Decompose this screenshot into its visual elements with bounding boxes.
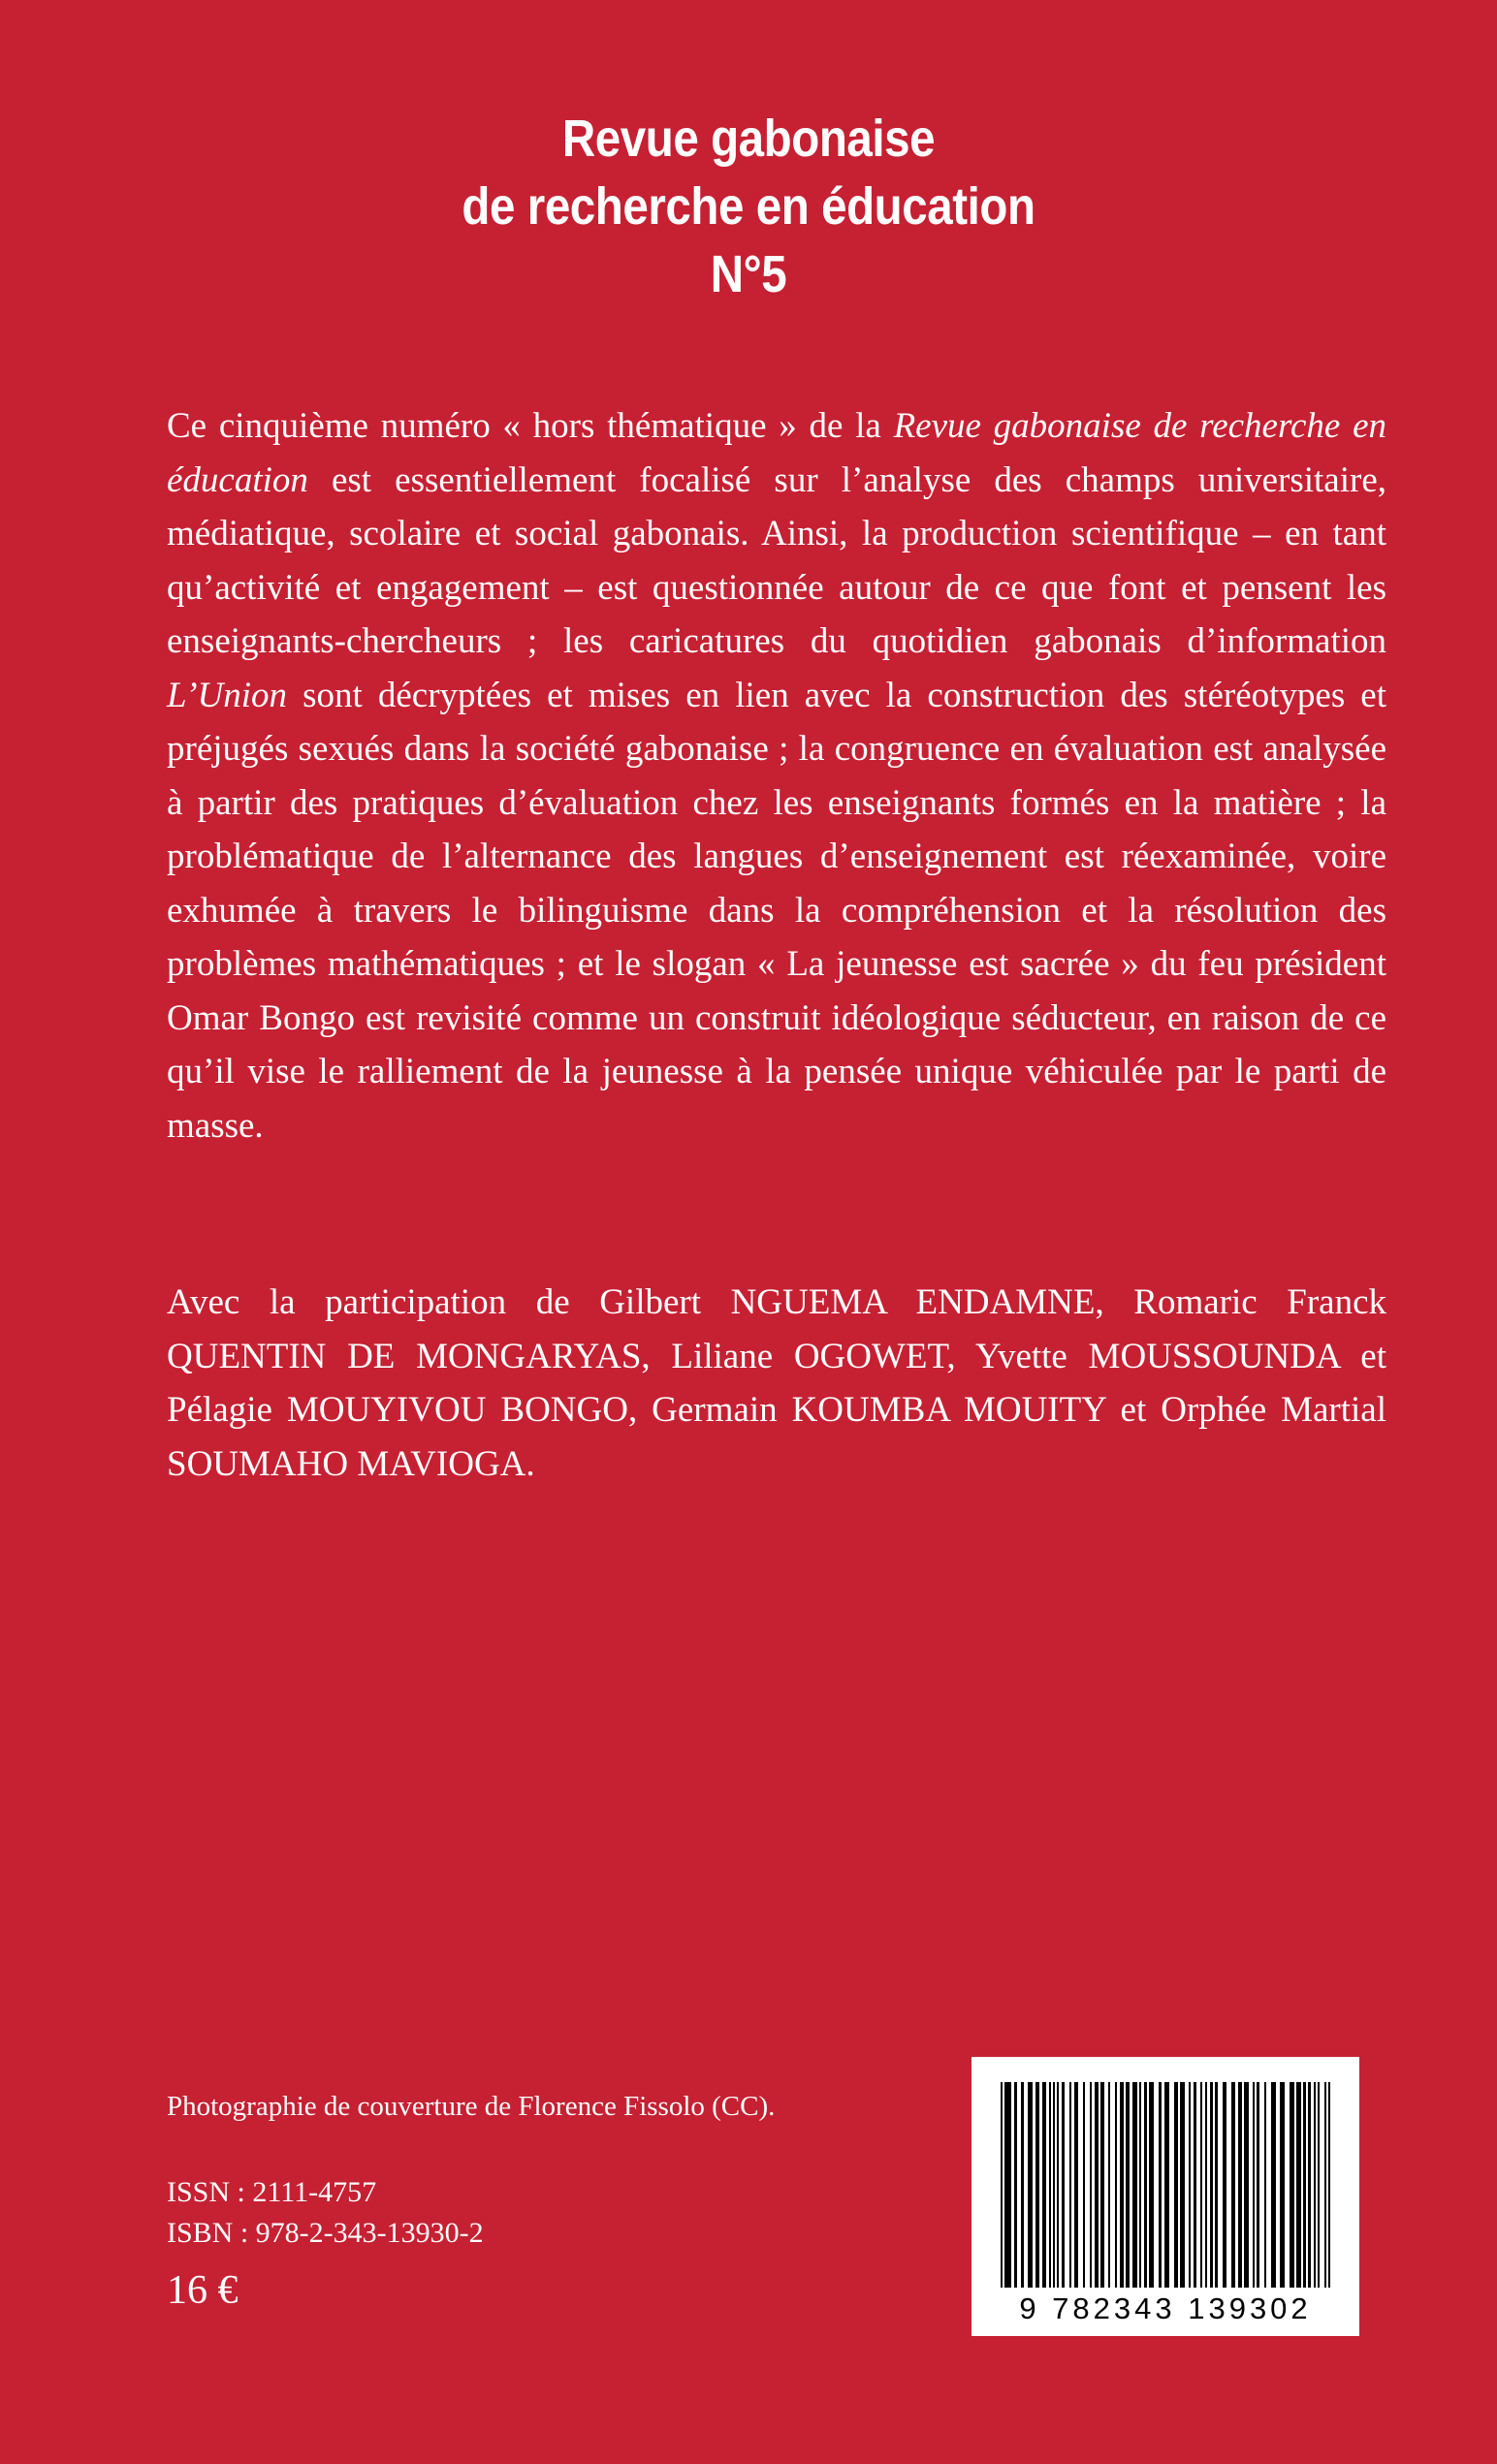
issn-line: ISSN : 2111-4757 [167, 2176, 377, 2208]
cover-abstract [167, 399, 1386, 1153]
cover-title-block [0, 105, 1497, 308]
journal-issue-number: N°5 [710, 245, 787, 303]
barcode-digits: 9 782343 139302 [1019, 2291, 1312, 2325]
price-label: 16 € [167, 2268, 239, 2313]
barcode-bars [993, 2082, 1338, 2288]
isbn-barcode [971, 2057, 1359, 2336]
isbn-line: ISBN : 978-2-343-13930-2 [167, 2217, 484, 2249]
abstract-text-part-3: sont décryptées et mises en lien avec la construction des stéréotypes et préjugés sexués dans la société gabonaise ; la congruence en évaluation est analysée à partir des pratiques d’évaluation chez les enseignants formés en la matière ; la problématique de l’alternance des langues d’enseignement est réexaminée, voire exhumée à travers le bilinguisme dans la compréhension et la résolution des problèmes mathématiques ; et le slogan « La jeunesse est sacrée » du feu président Omar Bongo est revisité comme un construit idéologique séducteur, en raison de ce qu’il vise le ralliement de la jeunesse à la pensée unique véhiculée par le parti de masse. [167, 675, 1386, 1146]
journal-title-line-2: de recherche en éducation [462, 177, 1035, 236]
journal-title-line-1: Revue gabonaise [561, 110, 936, 168]
contributors-paragraph: Avec la participation de Gilbert NGUEMA ENDAMNE, Romaric Franck QUENTIN DE MONGARYAS, Liliane OGOWET, Yvette MOUSSOUNDA et Pélagie MOUYIVOU BONGO, Germain KOUMBA MOUITY et Orphée Martial SOUMAHO MAVIOGA. [167, 1282, 1386, 1484]
photo-credit: Photographie de couverture de Florence Fissolo (CC). [167, 2091, 776, 2122]
abstract-text-part-2: est essentiellement focalisé sur l’analyse des champs universitaire, médiatique, scolaire et social gabonais. Ainsi, la production scientifique – en tant qu’activité et engagement – est questionnée autour de ce que font et pensent les enseignants-chercheurs ; les caricatures du quotidien gabonais d’information [167, 459, 1386, 661]
abstract-text-part-1: Ce cinquième numéro « hors thématique » de la [167, 406, 894, 446]
abstract-journal-title-italic: Revue gabonaise de recherche en éducation [167, 406, 1386, 500]
abstract-newspaper-title-italic: L’Union [167, 675, 288, 715]
cover-footer [167, 2089, 942, 2316]
